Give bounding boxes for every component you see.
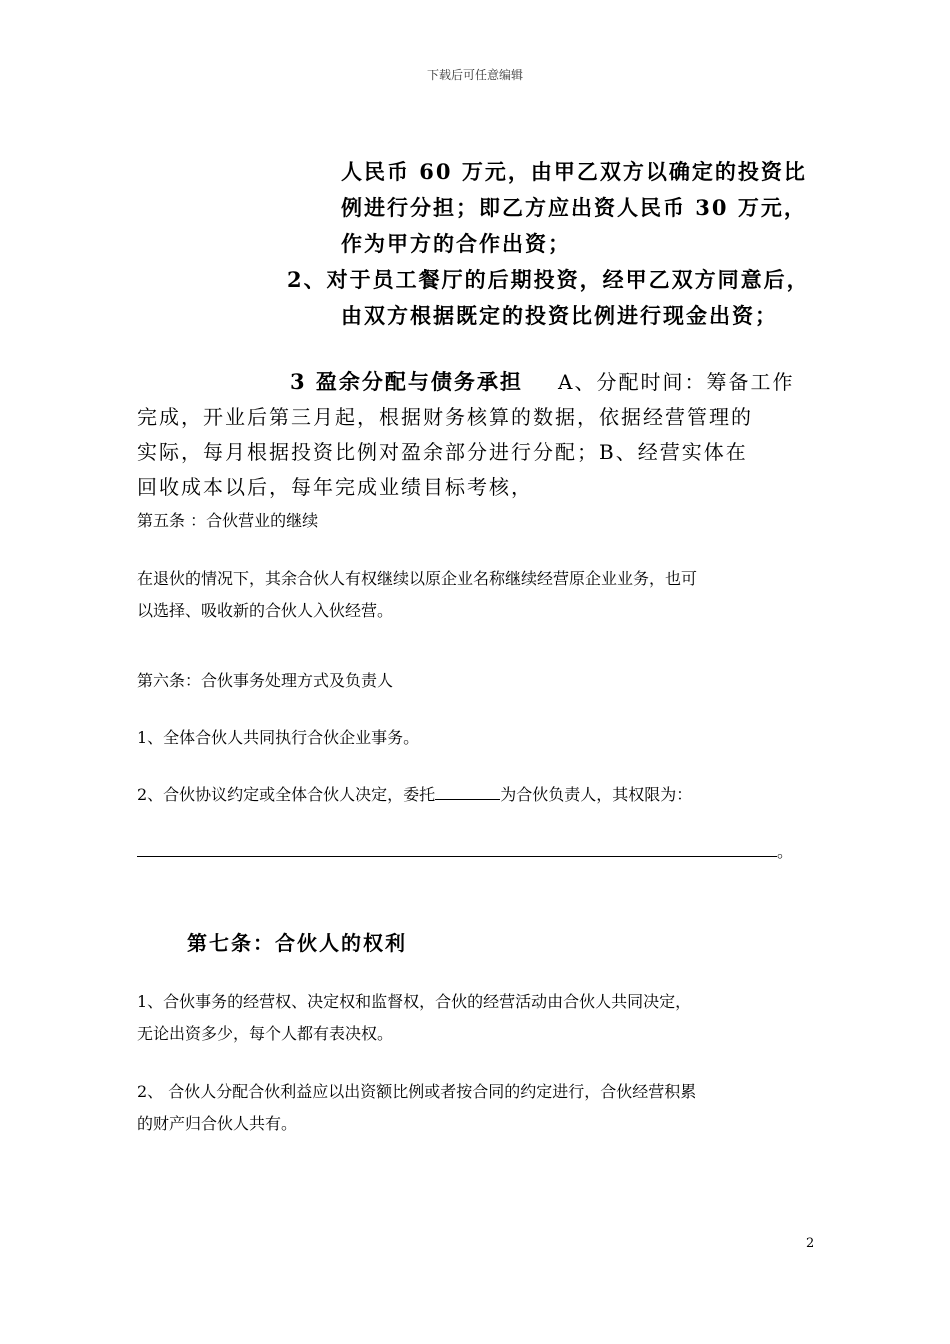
section-3-line-4: 回收成本以后，每年完成业绩目标考核，	[137, 475, 533, 499]
item-2-line-1: 2、对于员工餐厅的后期投资，经甲乙双方同意后，	[287, 267, 810, 292]
article-6-item-2-suffix: 为合伙负责人，其权限为：	[500, 785, 693, 804]
investment-line-2: 例进行分担；即乙方应出资人民币 30 万元，	[341, 195, 807, 220]
article-6-title: 第六条：合伙事务处理方式及负责人	[137, 671, 394, 690]
article-7-title: 第七条：合伙人的权利	[187, 931, 407, 955]
page-header-note: 下载后可任意编辑	[426, 68, 523, 82]
section-3-heading: 3 盈余分配与债务承担	[290, 369, 523, 394]
authority-blank-line	[137, 839, 793, 862]
section-3-line-1-rest: A、分配时间：筹备工作	[558, 370, 795, 394]
article-5-body-line-2: 以选择、吸收新的合伙人入伙经营。	[137, 601, 394, 620]
investment-line-3: 作为甲方的合作出资；	[341, 231, 571, 256]
article-6-item-1: 1、全体合伙人共同执行合伙企业事务。	[137, 728, 420, 747]
article-7-item-1-line-1: 1、合伙事务的经营权、决定权和监督权，合伙的经营活动由合伙人共同决定，	[137, 992, 692, 1011]
section-3-line-2: 完成，开业后第三月起，根据财务核算的数据，依据经营管理的	[137, 405, 753, 429]
investment-line-1: 人民币 60 万元，由甲乙双方以确定的投资比	[341, 159, 807, 184]
section-3-first-line	[290, 366, 794, 396]
authority-blank-end: 。	[777, 842, 794, 861]
article-7-item-1-line-2: 无论出资多少，每个人都有表决权。	[137, 1024, 394, 1043]
article-7-item-2-line-2: 的财产归合伙人共有。	[137, 1114, 298, 1133]
article-6-item-2-prefix: 2、合伙协议约定或全体合伙人决定，委托	[137, 785, 436, 804]
article-5-title: 第五条 ：合伙营业的继续	[137, 511, 319, 530]
responsible-person-blank	[435, 784, 500, 800]
article-7-item-2-line-1: 2、 合伙人分配合伙利益应以出资额比例或者按合同的约定进行，合伙经营积累	[137, 1082, 697, 1101]
page-number: 2	[806, 1236, 815, 1251]
section-3-line-3: 实际，每月根据投资比例对盈余部分进行分配；B、经营实体在	[137, 440, 748, 464]
article-5-body-line-1: 在退伙的情况下，其余合伙人有权继续以原企业名称继续经营原企业业务，也可	[137, 569, 698, 588]
article-6-item-2	[137, 782, 692, 805]
authority-blank	[137, 841, 777, 857]
item-2-line-2: 由双方根据既定的投资比例进行现金出资；	[341, 303, 778, 328]
